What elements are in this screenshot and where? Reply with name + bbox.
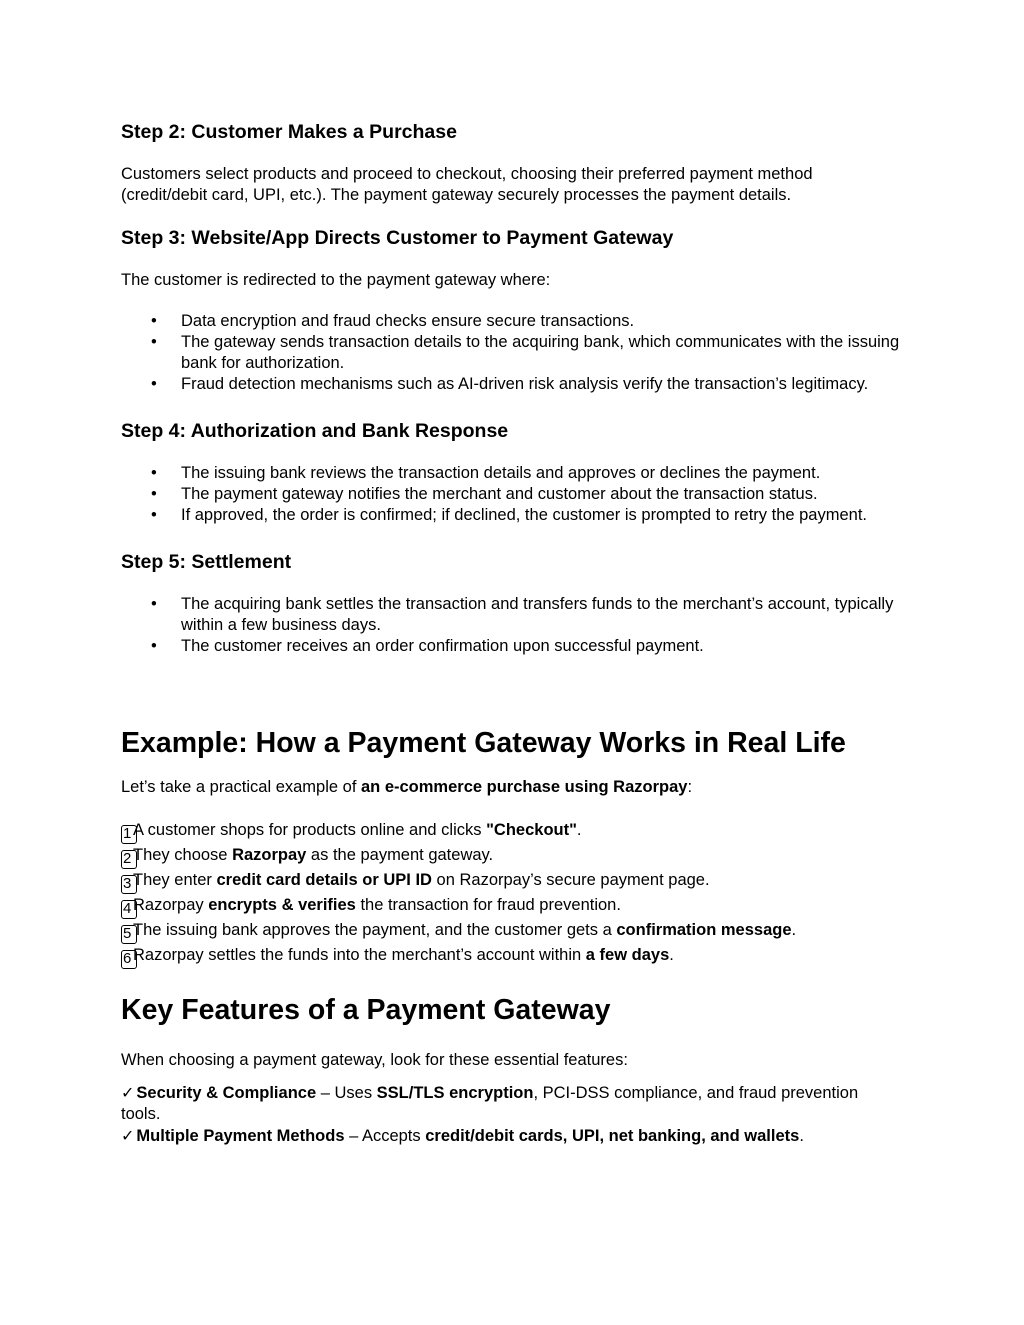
example-heading: Example: How a Payment Gateway Works in Real Life [121, 727, 846, 759]
check-mark-icon: ✓ [121, 1126, 135, 1145]
list-item: • The acquiring bank settles the transaction and transfers funds to the merchant’s account, typically within a few business days. [151, 595, 894, 634]
number-badge: 6 [121, 950, 137, 969]
numbered-step: 5 The issuing bank approves the payment, and the customer gets a confirmation message. [123, 921, 797, 942]
features-heading: Key Features of a Payment Gateway [121, 994, 611, 1026]
list-item: • The customer receives an order confirmation upon successful payment. [151, 637, 704, 655]
check-mark-icon: ✓ [121, 1083, 135, 1102]
feature-item: ✓ Security & Compliance – Uses SSL/TLS encryption, PCI-DSS compliance, and fraud prevention tools. [121, 1083, 859, 1123]
list-item: • If approved, the order is confirmed; if declined, the customer is prompted to retry the payment. [151, 506, 867, 524]
step3-bullet-list [121, 311, 901, 395]
step3-heading: Step 3: Website/App Directs Customer to Payment Gateway [121, 227, 674, 249]
number-badge: 1 [121, 825, 137, 844]
list-item: • The payment gateway notifies the merchant and customer about the transaction status. [151, 485, 818, 503]
list-item: • Fraud detection mechanisms such as AI-driven risk analysis verify the transaction’s legitimacy. [151, 375, 869, 393]
example-intro: Let’s take a practical example of an e-commerce purchase using Razorpay: [121, 778, 693, 796]
step3-intro: The customer is redirected to the payment gateway where: [121, 271, 551, 289]
number-badge: 2 [121, 850, 137, 869]
bullet-icon: • [151, 333, 157, 351]
list-item: • The issuing bank reviews the transaction details and approves or declines the payment. [151, 464, 821, 482]
numbered-step: 4 Razorpay encrypts & verifies the transaction for fraud prevention. [123, 896, 621, 917]
number-badge: 4 [121, 900, 137, 919]
step2-heading: Step 2: Customer Makes a Purchase [121, 121, 457, 143]
list-item: • Data encryption and fraud checks ensure secure transactions. [151, 312, 635, 330]
bullet-icon: • [151, 485, 157, 503]
numbered-step: 2 They choose Razorpay as the payment gateway. [123, 846, 494, 867]
step4-heading: Step 4: Authorization and Bank Response [121, 420, 509, 442]
step5-bullet-list [121, 594, 901, 657]
numbered-step: 1 A customer shops for products online and clicks "Checkout". [123, 821, 582, 842]
bullet-icon: • [151, 375, 157, 393]
bullet-icon: • [151, 595, 157, 613]
number-badge: 5 [121, 925, 137, 944]
bullet-icon: • [151, 637, 157, 655]
step2-body: Customers select products and proceed to checkout, choosing their preferred payment method (credit/debit card, UPI, etc.). The payment gateway securely processes the payment details. [121, 165, 813, 204]
document-page [121, 118, 901, 1147]
feature-item: ✓ Multiple Payment Methods – Accepts credit/debit cards, UPI, net banking, and wallets. [121, 1126, 804, 1145]
bullet-icon: • [151, 464, 157, 482]
features-list [121, 1082, 901, 1147]
example-steps-list [121, 819, 901, 969]
numbered-step: 3 They enter credit card details or UPI ID on Razorpay’s secure payment page. [123, 871, 710, 892]
step4-bullet-list [121, 463, 901, 526]
list-item: • The gateway sends transaction details to the acquiring bank, which communicates with the issuing bank for authorization. [151, 333, 900, 372]
step5-heading: Step 5: Settlement [121, 551, 292, 573]
numbered-step: 6 Razorpay settles the funds into the merchant’s account within a few days. [123, 946, 674, 967]
bullet-icon: • [151, 312, 157, 330]
features-intro: When choosing a payment gateway, look for these essential features: [121, 1051, 628, 1069]
bullet-icon: • [151, 506, 157, 524]
number-badge: 3 [121, 875, 137, 894]
